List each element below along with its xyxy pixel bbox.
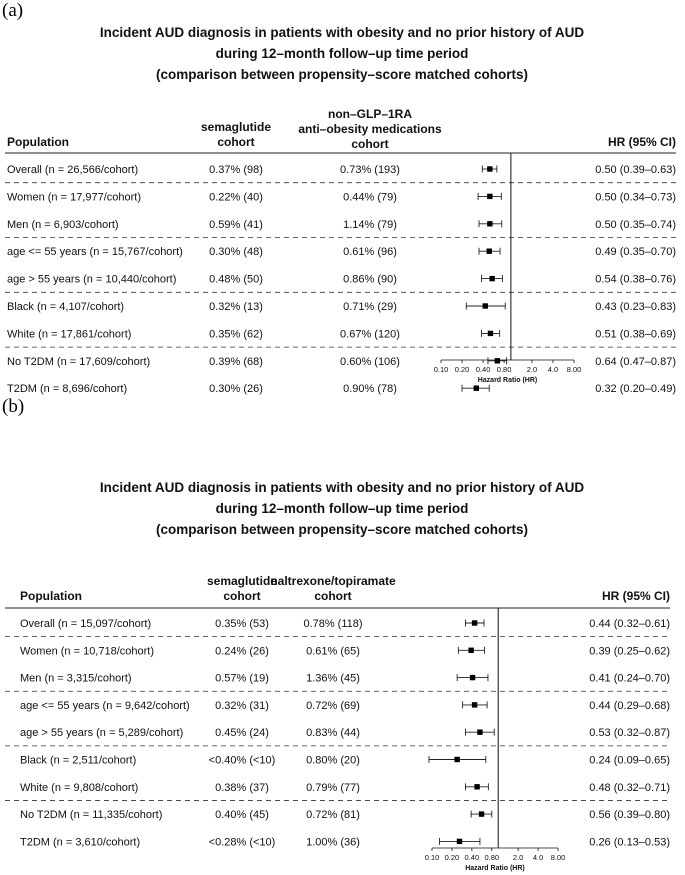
x-tick-label: 0.40 bbox=[464, 853, 480, 862]
hr-point bbox=[477, 730, 482, 735]
row-semaglutide-value: 0.48% (50) bbox=[209, 273, 263, 286]
row-population: T2DM (n = 3,610/cohort) bbox=[20, 836, 141, 849]
row-hr-ci: 0.53 (0.32–0.87) bbox=[589, 727, 670, 740]
hr-point bbox=[472, 702, 477, 707]
row-semaglutide-value: <0.40% (<10) bbox=[208, 754, 276, 767]
row-hr-ci: 0.56 (0.39–0.80) bbox=[589, 809, 670, 822]
row-hr-ci: 0.41 (0.24–0.70) bbox=[589, 672, 670, 685]
hr-point bbox=[454, 757, 459, 762]
row-comparator-value: 0.60% (106) bbox=[340, 355, 400, 368]
row-population: Overall (n = 15,097/cohort) bbox=[20, 618, 152, 630]
hr-point bbox=[472, 620, 477, 625]
row-comparator-value: 0.80% (20) bbox=[306, 754, 360, 767]
row-semaglutide-value: 0.30% (48) bbox=[209, 246, 263, 259]
row-hr-ci: 0.51 (0.38–0.69) bbox=[595, 328, 676, 341]
row-hr-ci: 0.50 (0.34–0.73) bbox=[595, 191, 676, 204]
hr-point bbox=[483, 303, 488, 308]
row-semaglutide-value: 0.38% (37) bbox=[215, 781, 269, 794]
header-comparator-cohort: non–GLP–1RA bbox=[327, 107, 413, 121]
row-comparator-value: 1.36% (45) bbox=[306, 672, 360, 685]
hr-point bbox=[479, 811, 484, 816]
row-population: Women (n = 17,977/cohort) bbox=[7, 191, 142, 204]
header-population: Population bbox=[7, 135, 69, 149]
row-hr-ci: 0.24 (0.09–0.65) bbox=[589, 754, 670, 767]
row-population: age > 55 years (n = 10,440/cohort) bbox=[7, 273, 177, 286]
x-tick-label: 4.0 bbox=[532, 853, 544, 862]
row-comparator-value: 0.90% (78) bbox=[343, 383, 397, 396]
hr-point bbox=[474, 784, 479, 789]
x-tick-label: 8.00 bbox=[550, 853, 566, 862]
x-tick-label: 2.0 bbox=[526, 365, 538, 374]
row-comparator-value: 0.78% (118) bbox=[303, 618, 363, 630]
header-comparator-cohort: cohort bbox=[351, 137, 389, 151]
row-comparator-value: 0.44% (79) bbox=[343, 191, 397, 204]
x-tick-label: 0.20 bbox=[454, 365, 470, 374]
row-hr-ci: 0.32 (0.20–0.49) bbox=[595, 383, 676, 396]
header-population: Population bbox=[20, 589, 82, 603]
row-comparator-value: 0.72% (81) bbox=[306, 809, 360, 822]
row-comparator-value: 0.86% (90) bbox=[343, 273, 397, 286]
row-hr-ci: 0.44 (0.32–0.61) bbox=[589, 618, 670, 630]
panel-label: (a) bbox=[2, 0, 24, 21]
hr-point bbox=[489, 276, 494, 281]
row-population: Black (n = 2,511/cohort) bbox=[20, 754, 137, 767]
header-comparator-cohort: naltrexone/topiramate bbox=[270, 574, 396, 588]
x-tick-label: 2.0 bbox=[512, 853, 524, 862]
x-tick-label: 4.0 bbox=[547, 365, 559, 374]
row-semaglutide-value: 0.32% (31) bbox=[215, 699, 269, 712]
row-semaglutide-value: 0.37% (98) bbox=[209, 164, 263, 176]
row-population: Women (n = 10,718/cohort) bbox=[20, 645, 155, 658]
x-tick-label: 0.20 bbox=[444, 853, 460, 862]
row-hr-ci: 0.50 (0.39–0.63) bbox=[595, 164, 676, 176]
hr-point bbox=[470, 675, 475, 680]
header-semaglutide-cohort: semaglutide bbox=[206, 574, 278, 588]
panel-label: (b) bbox=[2, 396, 25, 417]
x-tick-label: 0.40 bbox=[475, 365, 491, 374]
row-hr-ci: 0.64 (0.47–0.87) bbox=[595, 355, 676, 368]
chart-title-line: during 12–month follow–up time period bbox=[215, 501, 469, 516]
row-population: No T2DM (n = 11,335/cohort) bbox=[20, 809, 163, 822]
header-hr-ci: HR (95% CI) bbox=[607, 135, 676, 149]
row-population: Black (n = 4,107/cohort) bbox=[7, 301, 125, 313]
header-comparator-cohort: cohort bbox=[314, 589, 352, 603]
forest-panel-a bbox=[2, 0, 676, 395]
chart-title-line: (comparison between propensity–score matched cohorts) bbox=[155, 67, 529, 82]
row-population: Men (n = 3,315/cohort) bbox=[20, 672, 132, 685]
chart-title-line: (comparison between propensity–score matched cohorts) bbox=[155, 522, 529, 537]
forest-panel-b bbox=[2, 396, 670, 872]
x-tick-label: 0.10 bbox=[433, 365, 449, 374]
hr-point bbox=[488, 331, 493, 336]
hr-point bbox=[487, 221, 492, 226]
row-semaglutide-value: 0.24% (26) bbox=[215, 645, 269, 658]
row-hr-ci: 0.48 (0.32–0.71) bbox=[589, 781, 670, 794]
x-tick-label: 0.80 bbox=[484, 853, 500, 862]
row-hr-ci: 0.50 (0.35–0.74) bbox=[595, 218, 676, 231]
row-comparator-value: 0.71% (29) bbox=[343, 301, 397, 313]
chart-title-line: during 12–month follow–up time period bbox=[215, 46, 469, 61]
row-semaglutide-value: 0.35% (62) bbox=[209, 328, 263, 341]
row-hr-ci: 0.44 (0.29–0.68) bbox=[589, 699, 670, 712]
hr-point bbox=[495, 358, 500, 363]
row-population: Overall (n = 26,566/cohort) bbox=[7, 164, 139, 176]
row-comparator-value: 0.83% (44) bbox=[306, 727, 360, 740]
row-semaglutide-value: 0.39% (68) bbox=[209, 355, 263, 368]
row-comparator-value: 1.00% (36) bbox=[306, 836, 360, 849]
row-population: Men (n = 6,903/cohort) bbox=[7, 218, 119, 231]
x-tick-label: 0.80 bbox=[496, 365, 512, 374]
row-comparator-value: 0.67% (120) bbox=[340, 328, 400, 341]
header-hr-ci: HR (95% CI) bbox=[601, 589, 670, 603]
chart-title-line: Incident AUD diagnosis in patients with obesity and no prior history of AUD bbox=[99, 25, 585, 40]
row-hr-ci: 0.43 (0.23–0.83) bbox=[595, 301, 676, 313]
hr-point bbox=[487, 249, 492, 254]
row-comparator-value: 0.79% (77) bbox=[306, 781, 360, 794]
row-semaglutide-value: <0.28% (<10) bbox=[208, 836, 276, 849]
row-hr-ci: 0.26 (0.13–0.53) bbox=[589, 836, 670, 849]
row-population: White (n = 9,808/cohort) bbox=[20, 781, 139, 794]
row-comparator-value: 0.61% (96) bbox=[343, 246, 397, 259]
row-semaglutide-value: 0.45% (24) bbox=[215, 727, 269, 740]
chart-title-line: Incident AUD diagnosis in patients with obesity and no prior history of AUD bbox=[99, 480, 585, 495]
hr-point bbox=[468, 648, 473, 653]
row-comparator-value: 0.61% (65) bbox=[306, 645, 360, 658]
row-population: age > 55 years (n = 5,289/cohort) bbox=[20, 727, 184, 740]
row-comparator-value: 0.72% (69) bbox=[306, 699, 360, 712]
row-semaglutide-value: 0.32% (13) bbox=[209, 301, 263, 313]
row-population: T2DM (n = 8,696/cohort) bbox=[7, 383, 128, 396]
row-semaglutide-value: 0.30% (26) bbox=[209, 383, 263, 396]
header-semaglutide-cohort: cohort bbox=[223, 589, 261, 603]
x-tick-label: 8.00 bbox=[566, 365, 582, 374]
x-tick-label: 0.10 bbox=[424, 853, 440, 862]
x-axis-label: Hazard Ratio (HR) bbox=[465, 865, 525, 872]
hr-point bbox=[457, 839, 462, 844]
hr-point bbox=[487, 194, 492, 199]
row-hr-ci: 0.39 (0.25–0.62) bbox=[589, 645, 670, 658]
row-semaglutide-value: 0.22% (40) bbox=[209, 191, 263, 204]
row-hr-ci: 0.54 (0.38–0.76) bbox=[595, 273, 676, 286]
row-hr-ci: 0.49 (0.35–0.70) bbox=[595, 246, 676, 259]
row-semaglutide-value: 0.57% (19) bbox=[215, 672, 269, 685]
row-population: White (n = 17,861/cohort) bbox=[7, 328, 132, 341]
row-comparator-value: 1.14% (79) bbox=[343, 218, 397, 231]
row-comparator-value: 0.73% (193) bbox=[340, 164, 400, 176]
header-semaglutide-cohort: semaglutide bbox=[200, 120, 272, 134]
row-population: No T2DM (n = 17,609/cohort) bbox=[7, 355, 151, 368]
header-semaglutide-cohort: cohort bbox=[217, 135, 255, 149]
hr-point bbox=[487, 166, 492, 171]
x-axis-label: Hazard Ratio (HR) bbox=[477, 377, 538, 384]
row-semaglutide-value: 0.40% (45) bbox=[215, 809, 269, 822]
row-population: age <= 55 years (n = 9,642/cohort) bbox=[20, 699, 190, 712]
row-semaglutide-value: 0.35% (53) bbox=[215, 618, 269, 630]
header-comparator-cohort: anti–obesity medications bbox=[298, 122, 442, 136]
row-semaglutide-value: 0.59% (41) bbox=[209, 218, 263, 231]
hr-point bbox=[474, 386, 479, 391]
row-population: age <= 55 years (n = 15,767/cohort) bbox=[7, 246, 183, 259]
